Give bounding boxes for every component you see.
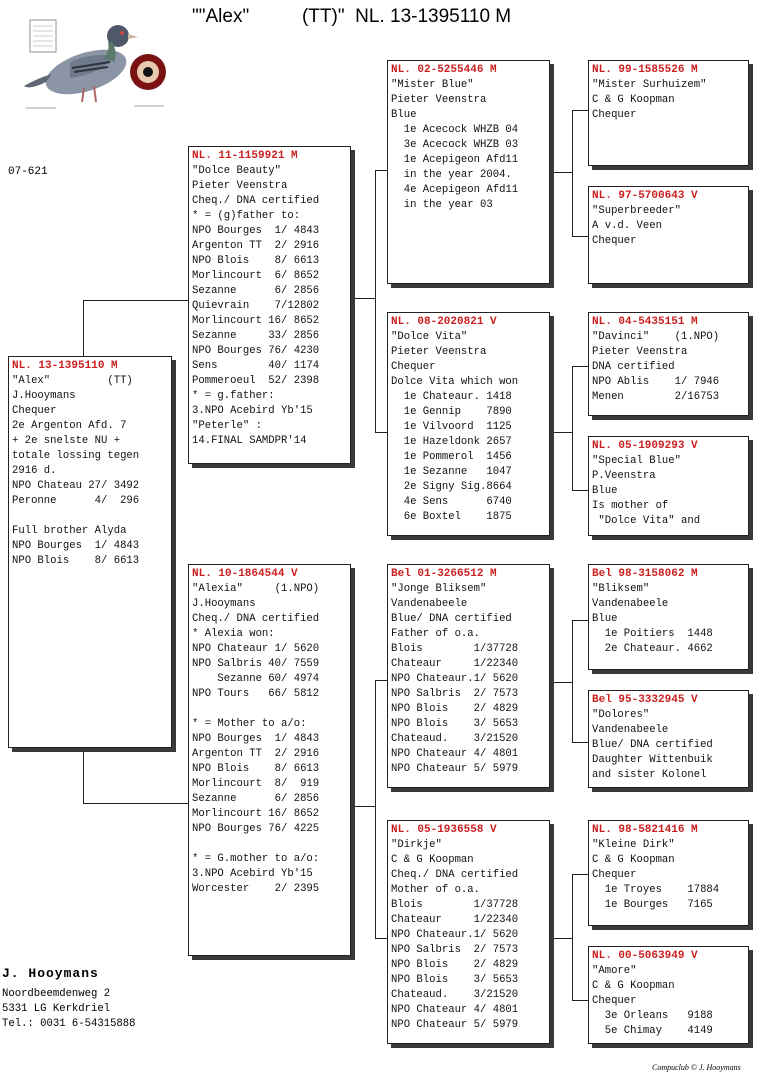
card-line: "Mister Surhuizem" xyxy=(592,79,707,91)
card-line: Chequer xyxy=(592,235,637,247)
card-line: NPO Chateaur.1/ 5620 xyxy=(391,929,519,941)
card-line: Blue/ DNA certified xyxy=(592,739,713,751)
card-line: "Dolce Beauty" xyxy=(192,165,282,177)
card-line: NPO Bourges 1/ 4843 xyxy=(12,540,140,552)
sire-sire-card xyxy=(387,60,550,284)
connector xyxy=(550,938,572,939)
ring-number: NL. 97-5700643 V xyxy=(592,190,698,202)
card-line: 1e Bourges 7165 xyxy=(592,899,713,911)
card-line: 4e Acepigeon Afd11 xyxy=(391,184,519,196)
card-line xyxy=(192,837,350,852)
card-line: Chequer xyxy=(391,361,436,373)
card-line: NPO Bourges 1/ 4843 xyxy=(192,733,320,745)
card-line: NPO Blois 8/ 6613 xyxy=(192,763,320,775)
card-line: Full brother Alyda xyxy=(12,525,127,537)
card-line: "Dolce Vita" xyxy=(391,331,468,343)
connector xyxy=(572,110,588,111)
connector xyxy=(572,366,588,367)
ring-number: NL. 05-1909293 V xyxy=(592,440,698,452)
card-line: "Mister Blue" xyxy=(391,79,474,91)
card-line: * = (g)father to: xyxy=(192,210,301,222)
card-line: NPO Blois 3/ 5653 xyxy=(391,718,519,730)
connector xyxy=(572,366,573,490)
card-line: Cheq./ DNA certified xyxy=(391,869,519,881)
card-line: "Special Blue" xyxy=(592,455,682,467)
card-line: 1e Gennip 7890 xyxy=(391,406,512,418)
connector xyxy=(572,874,573,1000)
ring-number: NL. 04-5435151 M xyxy=(592,316,698,328)
card-line xyxy=(192,702,350,717)
connector xyxy=(550,682,572,683)
card-line: * = g.father: xyxy=(192,390,275,402)
card-line: Chequer xyxy=(592,109,637,121)
card-line: "Dirkje" xyxy=(391,839,442,851)
breeder-phone: Tel.: 0031 6-54315888 xyxy=(2,1018,136,1030)
card-line: C & G Koopman xyxy=(391,854,474,866)
card-line: 6e Boxtel 1875 xyxy=(391,511,512,523)
breeder-address-city: 5331 LG Kerkdriel xyxy=(2,1003,111,1015)
card-line: NPO Chateaur 5/ 5979 xyxy=(391,763,519,775)
connector xyxy=(550,172,572,173)
card-line: Chateaur 1/22340 xyxy=(391,658,519,670)
card-line: NPO Salbris 40/ 7559 xyxy=(192,658,320,670)
ring-number: NL. 05-1936558 V xyxy=(391,824,497,836)
card-line: C & G Koopman xyxy=(592,854,675,866)
card-line: Father of o.a. xyxy=(391,628,481,640)
card-line: Vandenabeele xyxy=(592,724,669,736)
card-line: Chequer xyxy=(12,405,57,417)
card-line: Pieter Veenstra xyxy=(391,346,487,358)
card-line: "Dolce Vita" and xyxy=(592,515,701,527)
card-line: Chequer xyxy=(592,869,637,881)
dam-sire-dam-card xyxy=(588,690,749,788)
card-line: 1e Troyes 17884 xyxy=(592,884,720,896)
card-line: "Alexia" (1.NPO) xyxy=(192,583,320,595)
card-line: NPO Blois 2/ 4829 xyxy=(391,703,519,715)
card-line: 1e Poitiers 1448 xyxy=(592,628,713,640)
connector xyxy=(375,938,387,939)
card-line: 1e Pommerol 1456 xyxy=(391,451,512,463)
card-line: Cheq./ DNA certified xyxy=(192,195,320,207)
ring-number: NL. 10-1864544 V xyxy=(192,568,298,580)
card-line: 5e Chimay 4149 xyxy=(592,1025,713,1037)
card-line: Blois 1/37728 xyxy=(391,643,519,655)
ring-number: NL. 98-5821416 M xyxy=(592,824,698,836)
card-line: NPO Chateaur 4/ 4801 xyxy=(391,1004,519,1016)
card-line: 14.FINAL SAMDPR'14 xyxy=(192,435,307,447)
card-line: DNA certified xyxy=(592,361,675,373)
card-line: in the year 03 xyxy=(391,199,493,211)
dam-dam-sire-card xyxy=(588,820,749,926)
card-line: + 2e snelste NU + xyxy=(12,435,121,447)
connector xyxy=(572,236,588,237)
card-line: totale lossing tegen xyxy=(12,450,140,462)
card-line: "Amore" xyxy=(592,965,637,977)
card-line: Chateaud. 3/21520 xyxy=(391,989,519,1001)
card-line: Blois 1/37728 xyxy=(391,899,519,911)
card-line: Peronne 4/ 296 xyxy=(12,495,140,507)
connector xyxy=(550,432,572,433)
page-title: ""Alex" (TT)" NL. 13-1395110 M xyxy=(192,6,512,27)
card-line: * = Mother to a/o: xyxy=(192,718,307,730)
connector xyxy=(83,300,188,301)
card-line: NPO Chateaur 4/ 4801 xyxy=(391,748,519,760)
card-line: Morlincourt 6/ 8652 xyxy=(192,270,320,282)
ring-number: NL. 11-1159921 M xyxy=(192,150,298,162)
card-line: NPO Blois 8/ 6613 xyxy=(12,555,140,567)
card-line: NPO Bourges 76/ 4225 xyxy=(192,823,320,835)
sire-dam-sire-card xyxy=(588,312,749,416)
connector xyxy=(351,806,375,807)
card-line: NPO Bourges 76/ 4230 xyxy=(192,345,320,357)
card-line: and sister Kolonel xyxy=(592,769,707,781)
card-line: Pommeroeul 52/ 2398 xyxy=(192,375,320,387)
connector xyxy=(572,742,588,743)
card-line: NPO Ablis 1/ 7946 xyxy=(592,376,720,388)
card-line: 1e Chateaur. 1418 xyxy=(391,391,512,403)
sire-dam-dam-card xyxy=(588,436,749,536)
connector xyxy=(572,874,588,875)
card-line: "Jonge Bliksem" xyxy=(391,583,487,595)
card-line: NPO Salbris 2/ 7573 xyxy=(391,688,519,700)
card-line: 4e Sens 6740 xyxy=(391,496,512,508)
card-line: J.Hooymans xyxy=(192,598,256,610)
card-line: Mother of o.a. xyxy=(391,884,481,896)
connector xyxy=(351,298,375,299)
sire-dam-card xyxy=(387,312,550,536)
card-line: C & G Koopman xyxy=(592,94,675,106)
card-line: 2e Argenton Afd. 7 xyxy=(12,420,127,432)
card-line: A v.d. Veen xyxy=(592,220,662,232)
ring-number: Bel 01-3266512 M xyxy=(391,568,497,580)
card-line: Blue xyxy=(391,109,417,121)
card-line: Sezanne 33/ 2856 xyxy=(192,330,320,342)
card-line: Daughter Wittenbuik xyxy=(592,754,713,766)
card-line: Chateaur 1/22340 xyxy=(391,914,519,926)
connector xyxy=(572,1000,588,1001)
card-line: 2e Signy Sig.8664 xyxy=(391,481,512,493)
card-line: 2916 d. xyxy=(12,465,57,477)
pigeon-logo xyxy=(18,12,178,112)
ring-number: NL. 99-1585526 M xyxy=(592,64,698,76)
card-line: Argenton TT 2/ 2916 xyxy=(192,240,320,252)
card-line: Pieter Veenstra xyxy=(592,346,688,358)
sire-card xyxy=(188,146,351,464)
card-line: 3.NPO Acebird Yb'15 xyxy=(192,868,313,880)
card-line: * Alexia won: xyxy=(192,628,275,640)
card-line: Sezanne 6/ 2856 xyxy=(192,285,320,297)
card-line: Morlincourt 16/ 8652 xyxy=(192,808,320,820)
card-line: P.Veenstra xyxy=(592,470,656,482)
card-line: "Superbreeder" xyxy=(592,205,682,217)
connector xyxy=(572,620,588,621)
card-line: NPO Chateaur.1/ 5620 xyxy=(391,673,519,685)
subject-pigeon-card xyxy=(8,356,172,748)
reference-code: 07-621 xyxy=(8,166,48,178)
dam-sire-card xyxy=(387,564,550,788)
card-line: Morlincourt 16/ 8652 xyxy=(192,315,320,327)
card-line: NPO Chateaur 5/ 5979 xyxy=(391,1019,519,1031)
card-line: Menen 2/16753 xyxy=(592,391,720,403)
card-line: Is mother of xyxy=(592,500,669,512)
card-line: NPO Blois 8/ 6613 xyxy=(192,255,320,267)
card-line: Chequer xyxy=(592,995,637,1007)
card-line: in the year 2004. xyxy=(391,169,512,181)
breeder-address-street: Noordbeemdenweg 2 xyxy=(2,988,111,1000)
card-line: 1e Vilvoord 1125 xyxy=(391,421,512,433)
sire-sire-sire-card xyxy=(588,60,749,166)
dam-sire-sire-card xyxy=(588,564,749,670)
footer-credit: Compuclub © J. Hooymans xyxy=(652,1063,741,1072)
card-line: Pieter Veenstra xyxy=(192,180,288,192)
connector xyxy=(572,490,588,491)
card-line: 3e Orleans 9188 xyxy=(592,1010,713,1022)
dam-card xyxy=(188,564,351,956)
card-line: 2e Chateaur. 4662 xyxy=(592,643,713,655)
ring-number: NL. 08-2020821 V xyxy=(391,316,497,328)
card-line: J.Hooymans xyxy=(12,390,76,402)
card-line: "Bliksem" xyxy=(592,583,650,595)
card-line: Sezanne 6/ 2856 xyxy=(192,793,320,805)
card-line: NPO Chateau 27/ 3492 xyxy=(12,480,140,492)
card-line: C & G Koopman xyxy=(592,980,675,992)
card-line: Worcester 2/ 2395 xyxy=(192,883,320,895)
card-line: 1e Acepigeon Afd11 xyxy=(391,154,519,166)
connector xyxy=(375,680,376,938)
ring-number: Bel 98-3158062 M xyxy=(592,568,698,580)
connector xyxy=(83,803,188,804)
card-line: "Davinci" (1.NPO) xyxy=(592,331,720,343)
card-line: 3.NPO Acebird Yb'15 xyxy=(192,405,313,417)
card-line: NPO Salbris 2/ 7573 xyxy=(391,944,519,956)
card-line: "Dolores" xyxy=(592,709,650,721)
connector xyxy=(83,748,84,803)
card-line xyxy=(12,509,171,524)
card-line: Quievrain 7/12802 xyxy=(192,300,320,312)
ring-number: NL. 02-5255446 M xyxy=(391,64,497,76)
card-line: Argenton TT 2/ 2916 xyxy=(192,748,320,760)
card-line: * = G.mother to a/o: xyxy=(192,853,320,865)
card-line: "Alex" (TT) xyxy=(12,375,133,387)
card-line: "Peterle" : xyxy=(192,420,262,432)
card-line: NPO Bourges 1/ 4843 xyxy=(192,225,320,237)
dam-dam-dam-card xyxy=(588,946,749,1044)
connector xyxy=(375,680,387,681)
connector xyxy=(83,300,84,357)
card-line: NPO Chateaur 1/ 5620 xyxy=(192,643,320,655)
sire-sire-dam-card xyxy=(588,186,749,284)
card-line: 1e Acecock WHZB 04 xyxy=(391,124,519,136)
breeder-name: J. Hooymans xyxy=(2,966,99,981)
card-line: Chateaud. 3/21520 xyxy=(391,733,519,745)
dam-dam-card xyxy=(387,820,550,1044)
connector xyxy=(375,432,387,433)
card-line: Blue/ DNA certified xyxy=(391,613,512,625)
connector xyxy=(572,110,573,236)
card-line: NPO Tours 66/ 5812 xyxy=(192,688,320,700)
card-line: Cheq./ DNA certified xyxy=(192,613,320,625)
card-line: Pieter Veenstra xyxy=(391,94,487,106)
card-line: NPO Blois 3/ 5653 xyxy=(391,974,519,986)
card-line: 3e Acecock WHZB 03 xyxy=(391,139,519,151)
card-line: 1e Hazeldonk 2657 xyxy=(391,436,512,448)
connector xyxy=(375,170,376,432)
card-line: 1e Sezanne 1047 xyxy=(391,466,512,478)
card-line: Vandenabeele xyxy=(592,598,669,610)
connector xyxy=(375,170,387,171)
connector xyxy=(572,620,573,742)
card-line: Vandenabeele xyxy=(391,598,468,610)
card-line: Blue xyxy=(592,613,618,625)
card-line: Blue xyxy=(592,485,618,497)
card-line: Morlincourt 8/ 919 xyxy=(192,778,320,790)
card-line: Sens 40/ 1174 xyxy=(192,360,320,372)
card-line: "Kleine Dirk" xyxy=(592,839,675,851)
card-line: Sezanne 60/ 4974 xyxy=(192,673,320,685)
card-line: Dolce Vita which won xyxy=(391,376,519,388)
ring-number: Bel 95-3332945 V xyxy=(592,694,698,706)
ring-number: NL. 00-5063949 V xyxy=(592,950,698,962)
card-line: NPO Blois 2/ 4829 xyxy=(391,959,519,971)
ring-number: NL. 13-1395110 M xyxy=(12,360,118,372)
